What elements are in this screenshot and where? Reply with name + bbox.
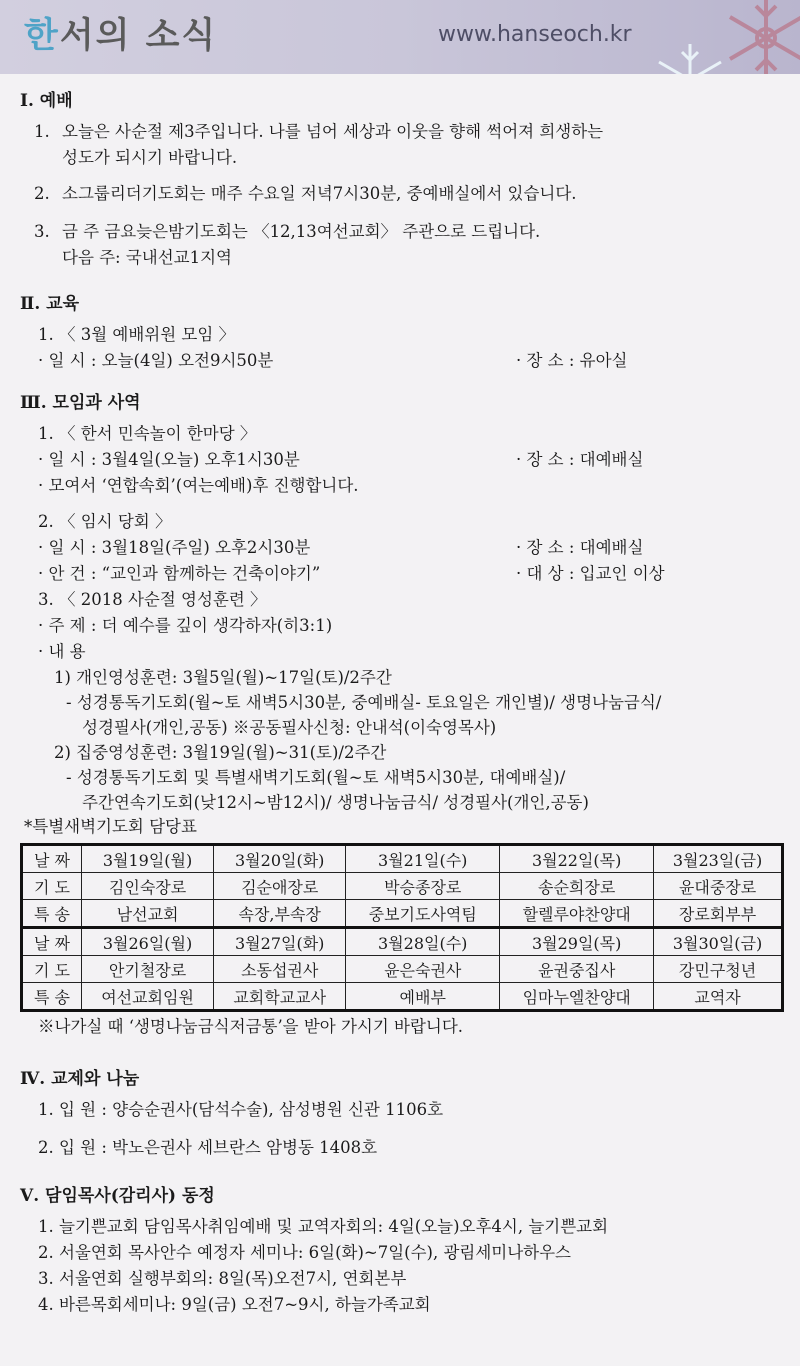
newsletter-title: 한서의 소식: [24, 16, 218, 56]
list-item: 성경필사(개인,공동) ※공동필사신청: 안내석(이숙영목사): [82, 718, 497, 737]
section-title-pastor-news: Ⅴ. 담임목사(감리사) 동정: [20, 1186, 215, 1206]
table-note: ※나가실 때 ‘생명나눔금식저금통’을 받아 가시기 바랍니다.: [38, 1017, 464, 1036]
list-item: 1) 개인영성훈련: 3월5일(월)~17일(토)/2주간: [54, 668, 392, 687]
list-item: 2) 집중영성훈련: 3월19일(월)~31(토)/2주간: [54, 743, 387, 762]
list-item: · 일 시 : 3월4일(오늘) 오후1시30분 · 장 소 : 대예배실: [38, 450, 644, 469]
list-item: 3. 서울연회 실행부회의: 8일(목)오전7시, 연회본부: [38, 1269, 407, 1288]
list-item: 3. 금 주 금요늦은밤기도회는 〈12,13여선교회〉 주관으로 드립니다. 다음 주: 국내선교1지역: [34, 222, 541, 267]
list-item: 1. 〈 3월 예배위원 모임 〉: [38, 325, 236, 344]
list-item: 2. 소그룹리더기도회는 매주 수요일 저녁7시30분, 중예배실에서 있습니다.: [34, 184, 577, 203]
table-row: 날 짜 3월19일(월) 3월20일(화) 3월21일(수) 3월22일(목) 3월23일(금): [22, 845, 783, 873]
list-item: 3. 〈 2018 사순절 영성훈련 〉: [38, 590, 267, 609]
list-item: · 모여서 ‘연합속회’(여는예배)후 진행합니다.: [38, 476, 359, 495]
list-item: 1. 늘기쁜교회 담임목사취임예배 및 교역자회의: 4일(오늘)오후4시, 늘기쁜교회: [38, 1217, 609, 1236]
section-title-worship: Ⅰ. 예배: [20, 91, 73, 111]
list-item: 1. 입 원 : 양승순권사(담석수술), 삼성병원 신관 1106호: [38, 1100, 444, 1119]
section-title-ministry: Ⅲ. 모임과 사역: [20, 393, 141, 413]
list-item: 2. 〈 임시 당회 〉: [38, 512, 172, 531]
duty-table: [20, 843, 784, 1012]
website-url[interactable]: www.hanseoch.kr: [438, 22, 632, 47]
list-item: 주간연속기도회(낮12시~밤12시)/ 생명나눔금식/ 성경필사(개인,공동): [82, 793, 589, 812]
list-item: - 성경통독기도회 및 특별새벽기도회(월~토 새벽5시30분, 대예배실)/: [66, 768, 566, 787]
page-header: [0, 0, 800, 74]
list-item: 2. 서울연회 목사안수 예정자 세미나: 6일(화)~7일(수), 광림세미나하우스: [38, 1243, 571, 1262]
snowflake-icon: [718, 0, 800, 74]
list-item: - 성경통독기도회(월~토 새벽5시30분, 중예배실- 토요일은 개인별)/ 생명나눔금식/: [66, 693, 662, 712]
bulletin-content: [20, 86, 790, 1318]
table-title: *특별새벽기도회 담당표: [24, 817, 197, 836]
section-title-education: Ⅱ. 교육: [20, 294, 80, 314]
list-item: · 주 제 : 더 예수를 깊이 생각하자(히3:1): [38, 616, 333, 635]
table-row: 특 송 남선교회 속장,부속장 중보기도사역팀 할렐루야찬양대 장로회부부: [22, 900, 783, 928]
list-item: · 내 용: [38, 642, 86, 661]
list-item: · 일 시 : 3월18일(주일) 오후2시30분 · 장 소 : 대예배실: [38, 538, 644, 557]
list-item: · 일 시 : 오늘(4일) 오전9시50분 · 장 소 : 유아실: [38, 351, 628, 370]
list-item: · 안 건 : “교인과 함께하는 건축이야기” · 대 상 : 입교인 이상: [38, 564, 665, 583]
list-item: 2. 입 원 : 박노은권사 세브란스 암병동 1408호: [38, 1138, 378, 1157]
table-row: 특 송 여선교회임원 교회학교교사 예배부 임마누엘찬양대 교역자: [22, 983, 783, 1011]
table-row: 날 짜 3월26일(월) 3월27일(화) 3월28일(수) 3월29일(목) 3월30일(금): [22, 928, 783, 956]
section-title-fellowship: Ⅳ. 교제와 나눔: [20, 1069, 140, 1089]
list-item: 1. 오늘은 사순절 제3주입니다. 나를 넘어 세상과 이웃을 향해 썩어져 희생하는 성도가 되시기 바랍니다.: [34, 122, 604, 167]
list-item: 4. 바른목회세미나: 9일(금) 오전7~9시, 하늘가족교회: [38, 1295, 431, 1314]
table-row: 기 도 김인숙장로 김순애장로 박승종장로 송순희장로 윤대중장로: [22, 873, 783, 900]
list-item: 1. 〈 한서 민속놀이 한마당 〉: [38, 424, 257, 443]
table-row: 기 도 안기철장로 소동섭권사 윤은숙권사 윤권중집사 강민구청년: [22, 956, 783, 983]
